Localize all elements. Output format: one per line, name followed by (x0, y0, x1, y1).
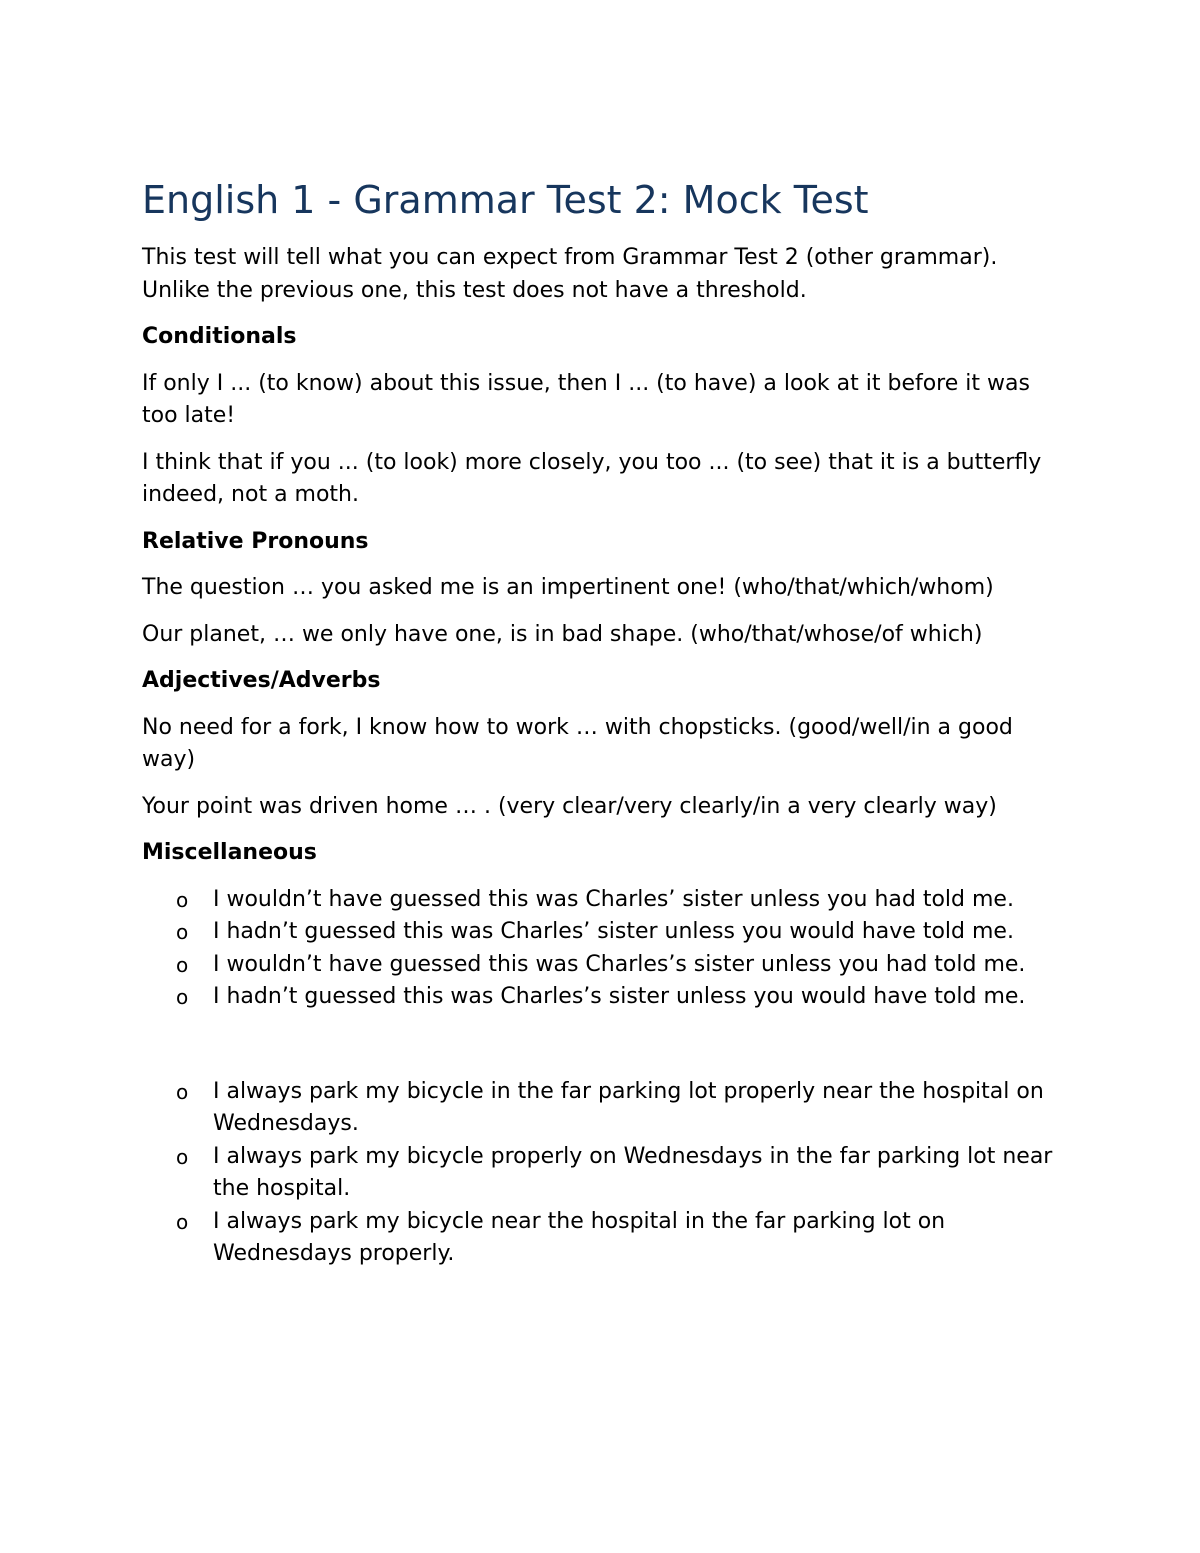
option-text: I wouldn’t have guessed this was Charles’ sister unless you had told me. (213, 886, 1014, 912)
list-item (142, 1206, 1072, 1271)
circle-bullet-icon: o (176, 952, 189, 977)
section-heading-adjectives-adverbs: Adjectives/Adverbs (142, 668, 381, 693)
option-text: I hadn’t guessed this was Charles’ sister unless you would have told me. (213, 919, 1014, 944)
list-item (142, 916, 1072, 949)
conditionals-question-2: I think that if you ... (to look) more closely, you too ... (to see) that it is a butterfly indeed, not a moth. (142, 449, 1042, 507)
misc-options-group-2 (142, 1076, 1072, 1271)
circle-bullet-icon: o (176, 1079, 189, 1104)
document-page (142, 172, 1072, 1271)
option-text: I always park my bicycle properly on Wednesdays in the far parking lot near the hospital. (213, 1143, 1053, 1201)
relative-pronouns-question-2: Our planet, … we only have one, is in bad shape. (who/that/whose/of which) (142, 621, 983, 647)
misc-options-group-1 (142, 884, 1072, 1014)
adjectives-adverbs-question-2: Your point was driven home … . (very clear/very clearly/in a very clearly way) (142, 793, 997, 819)
circle-bullet-icon: o (176, 920, 189, 944)
conditionals-question-1: If only I ... (to know) about this issue, then I ... (to have) a look at it before it was too late! (142, 370, 1030, 428)
blank-line (142, 1014, 1072, 1076)
section-heading-relative-pronouns: Relative Pronouns (142, 528, 369, 554)
section-heading-miscellaneous: Miscellaneous (142, 840, 317, 865)
list-item (142, 1141, 1072, 1206)
intro-paragraph: This test will tell what you can expect from Grammar Test 2 (other grammar). Unlike the previous one, this test does not have a threshold. (142, 245, 998, 303)
relative-pronouns-question-1: The question … you asked me is an impertinent one! (who/that/which/whom) (142, 575, 994, 600)
list-item (142, 1076, 1072, 1141)
list-item (142, 949, 1072, 982)
option-text: I always park my bicycle near the hospital in the far parking lot on Wednesdays properly. (213, 1208, 946, 1266)
option-text: I hadn’t guessed this was Charles’s sister unless you would have told me. (213, 984, 1026, 1009)
list-item (142, 884, 1072, 917)
page-title: English 1 - Grammar Test 2: Mock Test (142, 178, 869, 222)
circle-bullet-icon: o (176, 985, 189, 1009)
circle-bullet-icon: o (176, 1209, 189, 1234)
adjectives-adverbs-question-1: No need for a fork, I know how to work … with chopsticks. (good/well/in a good way) (142, 714, 1013, 772)
circle-bullet-icon: o (176, 887, 189, 912)
option-text: I wouldn’t have guessed this was Charles’s sister unless you had told me. (213, 951, 1026, 977)
circle-bullet-icon: o (176, 1144, 189, 1169)
section-heading-conditionals: Conditionals (142, 324, 297, 349)
list-item (142, 981, 1072, 1014)
option-text: I always park my bicycle in the far parking lot properly near the hospital on Wednesdays. (213, 1078, 1044, 1136)
